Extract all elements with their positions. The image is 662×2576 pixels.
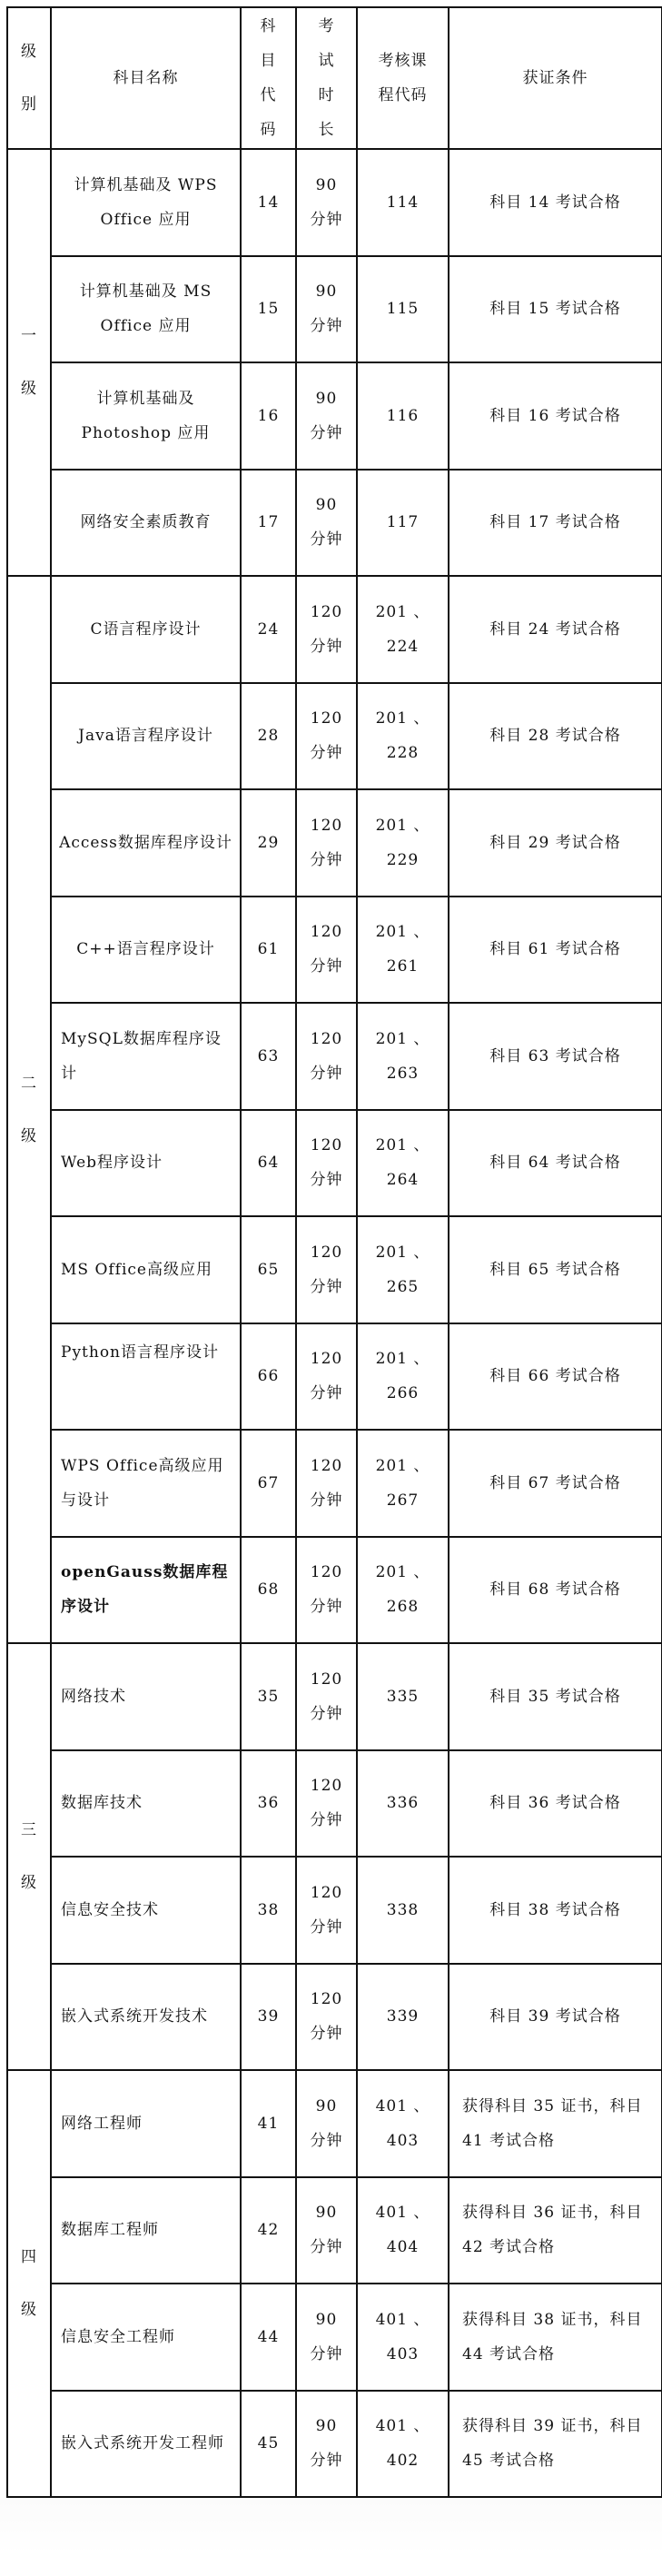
certificate-condition: 科目 35 考试合格 [449, 1643, 662, 1750]
subject-name: 嵌入式系统开发技术 [51, 1964, 241, 2071]
subject-name: WPS Office高级应用与设计 [51, 1430, 241, 1537]
subject-name: 计算机基础及 WPS Office 应用 [51, 149, 241, 256]
certificate-condition: 科目 24 考试合格 [449, 576, 662, 683]
exam-duration: 90分钟 [296, 256, 357, 363]
certificate-condition: 科目 36 考试合格 [449, 1750, 662, 1858]
subject-name: 数据库工程师 [51, 2177, 241, 2284]
subject-name: 网络工程师 [51, 2070, 241, 2177]
subject-code: 14 [241, 149, 296, 256]
exam-duration: 90分钟 [296, 149, 357, 256]
subject-name: Access数据库程序设计 [51, 789, 241, 897]
course-code: 335 [357, 1643, 449, 1750]
certificate-condition: 科目 15 考试合格 [449, 256, 662, 363]
header-level: 级别 [7, 7, 51, 149]
table-row [7, 1537, 662, 1644]
course-code: 339 [357, 1964, 449, 2071]
subject-name: 信息安全工程师 [51, 2284, 241, 2391]
certificate-condition: 获得科目 36 证书，科目 42 考试合格 [449, 2177, 662, 2284]
course-code: 201 、264 [357, 1110, 449, 1217]
certificate-condition: 获得科目 35 证书，科目 41 考试合格 [449, 2070, 662, 2177]
exam-duration: 120分钟 [296, 576, 357, 683]
table-row [7, 1750, 662, 1858]
header-exam-duration: 考试时长 [296, 7, 357, 149]
table-row [7, 362, 662, 470]
course-code: 201 、229 [357, 789, 449, 897]
exam-duration: 120分钟 [296, 789, 357, 897]
level-cell-1: 一级 [7, 149, 51, 576]
subject-name: 计算机基础及 MS Office 应用 [51, 256, 241, 363]
exam-subjects-table [6, 6, 662, 2498]
subject-code: 29 [241, 789, 296, 897]
subject-name: 嵌入式系统开发工程师 [51, 2391, 241, 2498]
certificate-condition: 科目 61 考试合格 [449, 897, 662, 1004]
subject-code: 16 [241, 362, 296, 470]
header-subject-code: 科目代码 [241, 7, 296, 149]
table-row [7, 1857, 662, 1964]
course-code: 201 、261 [357, 897, 449, 1004]
subject-code: 28 [241, 683, 296, 790]
course-code: 201 、267 [357, 1430, 449, 1537]
table-row [7, 2391, 662, 2498]
certificate-condition: 科目 65 考试合格 [449, 1216, 662, 1323]
exam-duration: 90分钟 [296, 2070, 357, 2177]
subject-name: 信息安全技术 [51, 1857, 241, 1964]
subject-name: openGauss数据库程序设计 [51, 1537, 241, 1644]
certificate-condition: 科目 67 考试合格 [449, 1430, 662, 1537]
table-row [7, 897, 662, 1004]
course-code: 201 、224 [357, 576, 449, 683]
exam-duration: 90分钟 [296, 470, 357, 577]
subject-name: Python语言程序设计 [51, 1323, 241, 1431]
subject-code: 38 [241, 1857, 296, 1964]
course-code: 401 、403 [357, 2070, 449, 2177]
exam-duration: 120分钟 [296, 1964, 357, 2071]
exam-duration: 120分钟 [296, 1537, 357, 1644]
page-footer-bleed [0, 2500, 662, 2554]
table-row [7, 789, 662, 897]
course-code: 338 [357, 1857, 449, 1964]
level-cell-3: 三级 [7, 1643, 51, 2070]
table-row [7, 2284, 662, 2391]
subject-code: 41 [241, 2070, 296, 2177]
subject-name: C语言程序设计 [51, 576, 241, 683]
exam-duration: 90分钟 [296, 2391, 357, 2498]
level-cell-2: 二级 [7, 576, 51, 1643]
subject-code: 17 [241, 470, 296, 577]
level-cell-4: 四级 [7, 2070, 51, 2497]
subject-code: 45 [241, 2391, 296, 2498]
exam-duration: 90分钟 [296, 2284, 357, 2391]
subject-code: 66 [241, 1323, 296, 1431]
exam-duration: 120分钟 [296, 1430, 357, 1537]
subject-code: 44 [241, 2284, 296, 2391]
certificate-condition: 科目 38 考试合格 [449, 1857, 662, 1964]
course-code: 201 、266 [357, 1323, 449, 1431]
certificate-condition: 科目 64 考试合格 [449, 1110, 662, 1217]
course-code: 201 、268 [357, 1537, 449, 1644]
certificate-condition: 科目 63 考试合格 [449, 1003, 662, 1110]
course-code: 401 、402 [357, 2391, 449, 2498]
subject-code: 24 [241, 576, 296, 683]
table-row [7, 576, 662, 683]
certificate-condition: 科目 66 考试合格 [449, 1323, 662, 1431]
subject-code: 35 [241, 1643, 296, 1750]
table-row [7, 1323, 662, 1431]
subject-name: Java语言程序设计 [51, 683, 241, 790]
subject-code: 64 [241, 1110, 296, 1217]
subject-code: 65 [241, 1216, 296, 1323]
subject-name: 数据库技术 [51, 1750, 241, 1858]
course-code: 201 、228 [357, 683, 449, 790]
header-course-code: 考核课程代码 [357, 7, 449, 149]
course-code: 114 [357, 149, 449, 256]
header-subject-name: 科目名称 [51, 7, 241, 149]
certificate-condition: 科目 68 考试合格 [449, 1537, 662, 1644]
exam-duration: 90分钟 [296, 2177, 357, 2284]
course-code: 201 、263 [357, 1003, 449, 1110]
course-code: 201 、265 [357, 1216, 449, 1323]
course-code: 117 [357, 470, 449, 577]
subject-code: 42 [241, 2177, 296, 2284]
course-code: 401 、404 [357, 2177, 449, 2284]
table-row [7, 1964, 662, 2071]
table-header-row [7, 7, 662, 149]
table-row [7, 1216, 662, 1323]
table-row [7, 1110, 662, 1217]
exam-duration: 120分钟 [296, 1110, 357, 1217]
exam-duration: 120分钟 [296, 1750, 357, 1858]
subject-code: 67 [241, 1430, 296, 1537]
course-code: 401 、403 [357, 2284, 449, 2391]
subject-name: 网络技术 [51, 1643, 241, 1750]
exam-duration: 120分钟 [296, 1003, 357, 1110]
exam-duration: 90分钟 [296, 362, 357, 470]
table-row [7, 1643, 662, 1750]
subject-name: MS Office高级应用 [51, 1216, 241, 1323]
course-code: 115 [357, 256, 449, 363]
subject-code: 63 [241, 1003, 296, 1110]
table-row [7, 149, 662, 256]
course-code: 336 [357, 1750, 449, 1858]
table-row [7, 1430, 662, 1537]
certificate-condition: 科目 29 考试合格 [449, 789, 662, 897]
certificate-condition: 科目 39 考试合格 [449, 1964, 662, 2071]
table-row [7, 683, 662, 790]
table-row [7, 2070, 662, 2177]
table-row [7, 2177, 662, 2284]
exam-duration: 120分钟 [296, 1857, 357, 1964]
exam-duration: 120分钟 [296, 1216, 357, 1323]
subject-code: 39 [241, 1964, 296, 2071]
subject-code: 36 [241, 1750, 296, 1858]
certificate-condition: 科目 14 考试合格 [449, 149, 662, 256]
subject-code: 61 [241, 897, 296, 1004]
table-row [7, 256, 662, 363]
exam-duration: 120分钟 [296, 897, 357, 1004]
subject-name: 计算机基础及 Photoshop 应用 [51, 362, 241, 470]
subject-name: Web程序设计 [51, 1110, 241, 1217]
certificate-condition: 科目 17 考试合格 [449, 470, 662, 577]
subject-code: 15 [241, 256, 296, 363]
exam-duration: 120分钟 [296, 1643, 357, 1750]
certificate-condition: 科目 16 考试合格 [449, 362, 662, 470]
exam-duration: 120分钟 [296, 683, 357, 790]
subject-name: 网络安全素质教育 [51, 470, 241, 577]
certificate-condition: 科目 28 考试合格 [449, 683, 662, 790]
header-certificate-condition: 获证条件 [449, 7, 662, 149]
course-code: 116 [357, 362, 449, 470]
exam-duration: 120分钟 [296, 1323, 357, 1431]
subject-code: 68 [241, 1537, 296, 1644]
subject-name: MySQL数据库程序设计 [51, 1003, 241, 1110]
certificate-condition: 获得科目 38 证书，科目 44 考试合格 [449, 2284, 662, 2391]
subject-name: C++语言程序设计 [51, 897, 241, 1004]
table-row [7, 470, 662, 577]
certificate-condition: 获得科目 39 证书，科目 45 考试合格 [449, 2391, 662, 2498]
table-row [7, 1003, 662, 1110]
